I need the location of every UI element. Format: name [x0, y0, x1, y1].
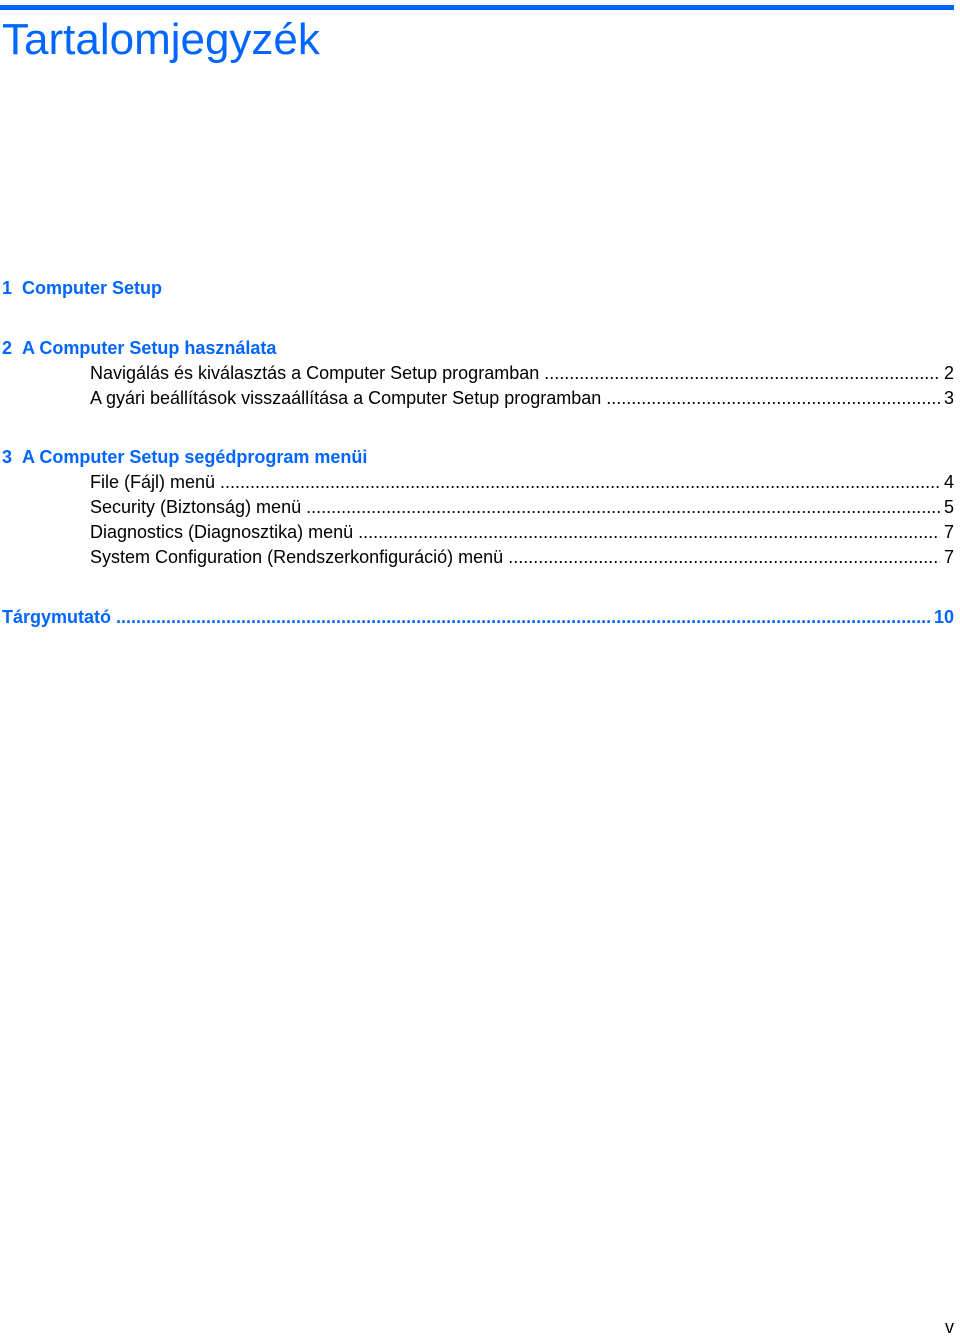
toc-entry[interactable]	[90, 546, 954, 568]
dot-leader	[220, 471, 940, 493]
toc-chapter-1[interactable]	[2, 277, 954, 299]
entry-page-number: 3	[943, 388, 954, 408]
page-number: v	[945, 1317, 954, 1337]
header-rule	[0, 5, 954, 10]
toc-chapter-2[interactable]	[2, 337, 954, 359]
chapter-title: A Computer Setup segédprogram menüi	[22, 447, 368, 467]
entry-page-number: 2	[943, 363, 954, 383]
chapter-title: Computer Setup	[22, 278, 163, 298]
dot-leader	[306, 496, 940, 518]
dot-leader	[358, 521, 940, 543]
entry-page-number: 4	[943, 472, 954, 492]
toc-index-entry[interactable]	[2, 606, 954, 628]
entry-title: Security (Biztonság) menü	[90, 497, 302, 517]
entry-title: Navigálás és kiválasztás a Computer Setup programban	[90, 363, 540, 383]
entry-page-number: 7	[943, 547, 954, 567]
entry-title: File (Fájl) menü	[90, 472, 216, 492]
dot-leader	[116, 606, 930, 628]
toc-entry[interactable]	[90, 521, 954, 543]
chapter-title: A Computer Setup használata	[22, 338, 277, 358]
dot-leader	[606, 387, 940, 409]
toc-entry[interactable]	[90, 471, 954, 493]
entry-title: A gyári beállítások visszaállítása a Computer Setup programban	[90, 388, 602, 408]
chapter-number: 1	[2, 278, 13, 298]
page-title: Tartalomjegyzék	[2, 15, 320, 64]
dot-leader	[544, 362, 940, 384]
toc-entry[interactable]	[90, 387, 954, 409]
entry-page-number: 5	[943, 497, 954, 517]
toc-chapter-3[interactable]	[2, 446, 954, 468]
chapter-number: 2	[2, 338, 13, 358]
index-title: Tárgymutató	[2, 607, 112, 627]
toc-entry[interactable]	[90, 362, 954, 384]
toc-entry[interactable]	[90, 496, 954, 518]
index-page-number: 10	[933, 607, 954, 627]
chapter-number: 3	[2, 447, 13, 467]
entry-title: System Configuration (Rendszerkonfiguráció) menü	[90, 547, 504, 567]
entry-page-number: 7	[943, 522, 954, 542]
dot-leader	[508, 546, 940, 568]
entry-title: Diagnostics (Diagnosztika) menü	[90, 522, 354, 542]
